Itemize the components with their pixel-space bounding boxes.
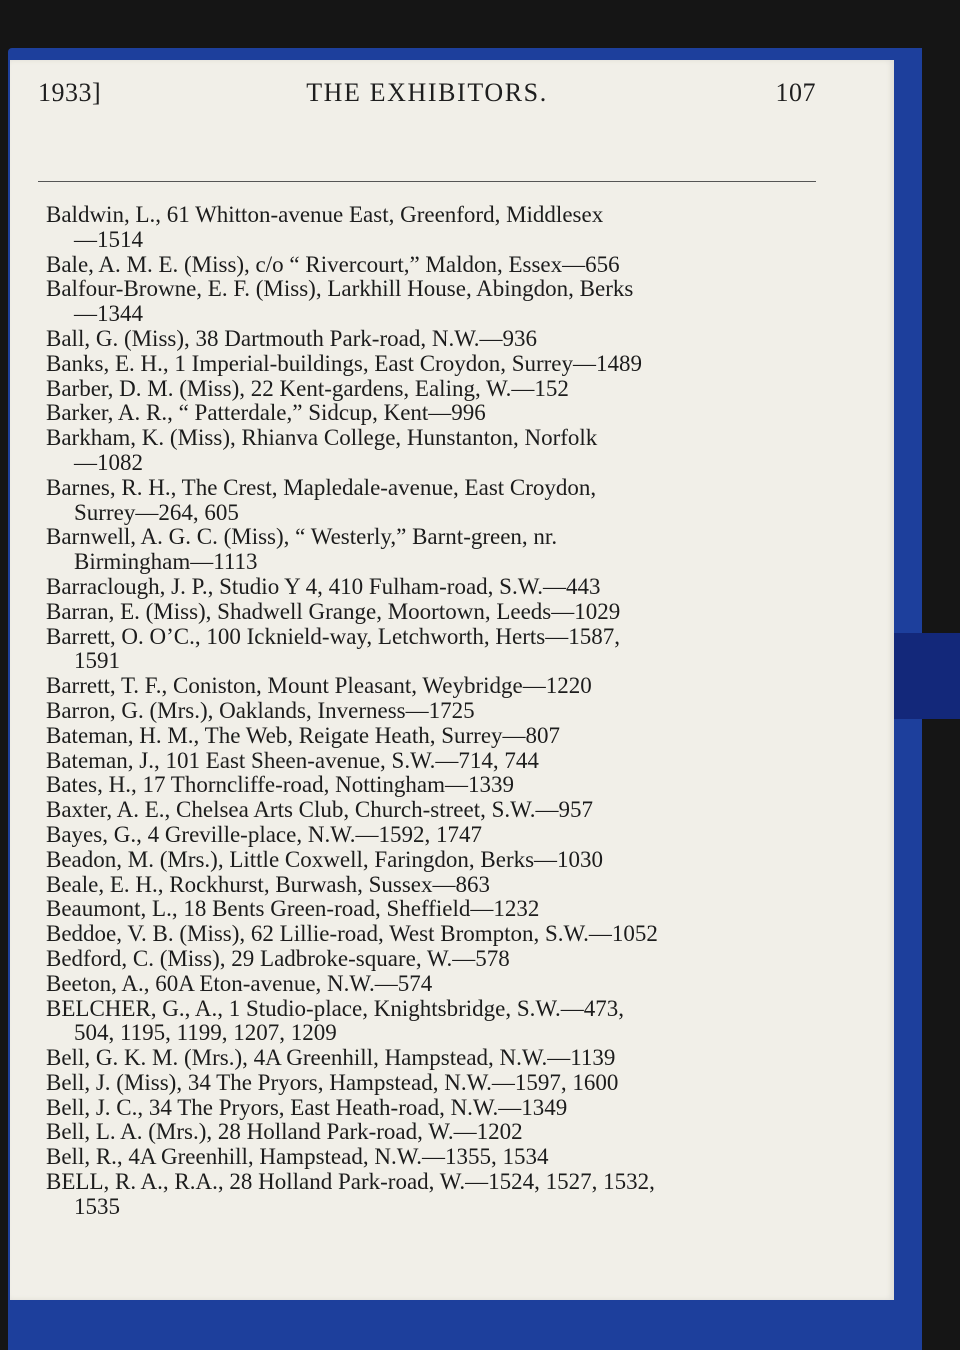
entry-line: Baxter, A. E., Chelsea Arts Club, Church-street, S.W.—957: [46, 797, 593, 823]
bookmark-tab: [892, 633, 960, 719]
entry-line: Barnes, R. H., The Crest, Mapledale-avenue, East Croydon,: [46, 474, 597, 500]
entry-line: Barber, D. M. (Miss), 22 Kent-gardens, Ealing, W.—152: [46, 375, 569, 401]
entry-line: 1591: [74, 648, 120, 674]
entry-line: Beadon, M. (Mrs.), Little Coxwell, Faringdon, Berks—1030: [46, 846, 604, 872]
entry-line: Banks, E. H., 1 Imperial-buildings, East Croydon, Surrey—1489: [46, 350, 643, 376]
entry-line: Beale, E. H., Rockhurst, Burwash, Sussex—863: [46, 871, 490, 897]
header-rule: [38, 181, 816, 182]
entry-line: BELCHER, G., A., 1 Studio-place, Knightsbridge, S.W.—473,: [46, 995, 624, 1021]
page-number: 107: [775, 78, 816, 107]
entry-line: Bale, A. M. E. (Miss), c/o “ Rivercourt,” Maldon, Essex—656: [46, 251, 620, 277]
entry-line: Bayes, G., 4 Greville-place, N.W.—1592, 1747: [46, 821, 483, 847]
entry-line: Barkham, K. (Miss), Rhianva College, Hunstanton, Norfolk: [46, 425, 598, 451]
entry-line: Beaumont, L., 18 Bents Green-road, Sheffield—1232: [46, 896, 540, 922]
running-header: [38, 78, 816, 118]
entry-line: Bateman, J., 101 East Sheen-avenue, S.W.—714, 744: [46, 747, 539, 773]
entry-line: Surrey—264, 605: [74, 499, 239, 525]
entry-line: Barrett, O. O’C., 100 Icknield-way, Letchworth, Herts—1587,: [46, 623, 621, 649]
entry-line: BELL, R. A., R.A., 28 Holland Park-road, W.—1524, 1527, 1532,: [46, 1169, 655, 1195]
entry-line: Bell, R., 4A Greenhill, Hampstead, N.W.—1355, 1534: [46, 1144, 549, 1170]
entry-line: —1514: [74, 226, 143, 252]
entry-line: Bedford, C. (Miss), 29 Ladbroke-square, W.—578: [46, 945, 510, 971]
entry-line: Beddoe, V. B. (Miss), 62 Lillie-road, West Brompton, S.W.—1052: [46, 921, 658, 947]
entry-line: Barran, E. (Miss), Shadwell Grange, Moortown, Leeds—1029: [46, 598, 621, 624]
entry-line: 1535: [74, 1193, 120, 1219]
entry-line: Bell, G. K. M. (Mrs.), 4A Greenhill, Hampstead, N.W.—1139: [46, 1045, 616, 1071]
entry-line: —1082: [74, 449, 143, 475]
entry-line: Barker, A. R., “ Patterdale,” Sidcup, Kent—996: [46, 400, 486, 426]
entry-line: Bell, L. A. (Mrs.), 28 Holland Park-road, W.—1202: [46, 1119, 523, 1145]
entry-line: Barnwell, A. G. C. (Miss), “ Westerly,” Barnt-green, nr.: [46, 524, 558, 550]
entry-line: Barraclough, J. P., Studio Y 4, 410 Fulham-road, S.W.—443: [46, 573, 601, 599]
entry-line: Bates, H., 17 Thorncliffe-road, Nottingham—1339: [46, 772, 515, 798]
entry-line: Bell, J. (Miss), 34 The Pryors, Hampstead, N.W.—1597, 1600: [46, 1069, 619, 1095]
entry-line: Bateman, H. M., The Web, Reigate Heath, Surrey—807: [46, 722, 561, 748]
entry-line: Baldwin, L., 61 Whitton-avenue East, Greenford, Middlesex: [46, 202, 604, 227]
entry-line: Barron, G. (Mrs.), Oaklands, Inverness—1725: [46, 697, 475, 723]
entry-line: Ball, G. (Miss), 38 Dartmouth Park-road, N.W.—936: [46, 325, 538, 351]
entry-line: Beeton, A., 60A Eton-avenue, N.W.—574: [46, 970, 433, 996]
header-year: 1933]: [38, 78, 102, 107]
exhibitor-list: [46, 203, 816, 1220]
entry-line: Balfour-Browne, E. F. (Miss), Larkhill House, Abingdon, Berks: [46, 276, 634, 302]
entry-line: Bell, J. C., 34 The Pryors, East Heath-road, N.W.—1349: [46, 1094, 568, 1120]
entry-line: Barrett, T. F., Coniston, Mount Pleasant, Weybridge—1220: [46, 673, 592, 699]
entry-line: 504, 1195, 1199, 1207, 1209: [74, 1020, 337, 1046]
header-title: THE EXHIBITORS.: [306, 78, 548, 107]
entry-line: —1344: [74, 301, 143, 327]
entry-line: Birmingham—1113: [74, 549, 258, 575]
